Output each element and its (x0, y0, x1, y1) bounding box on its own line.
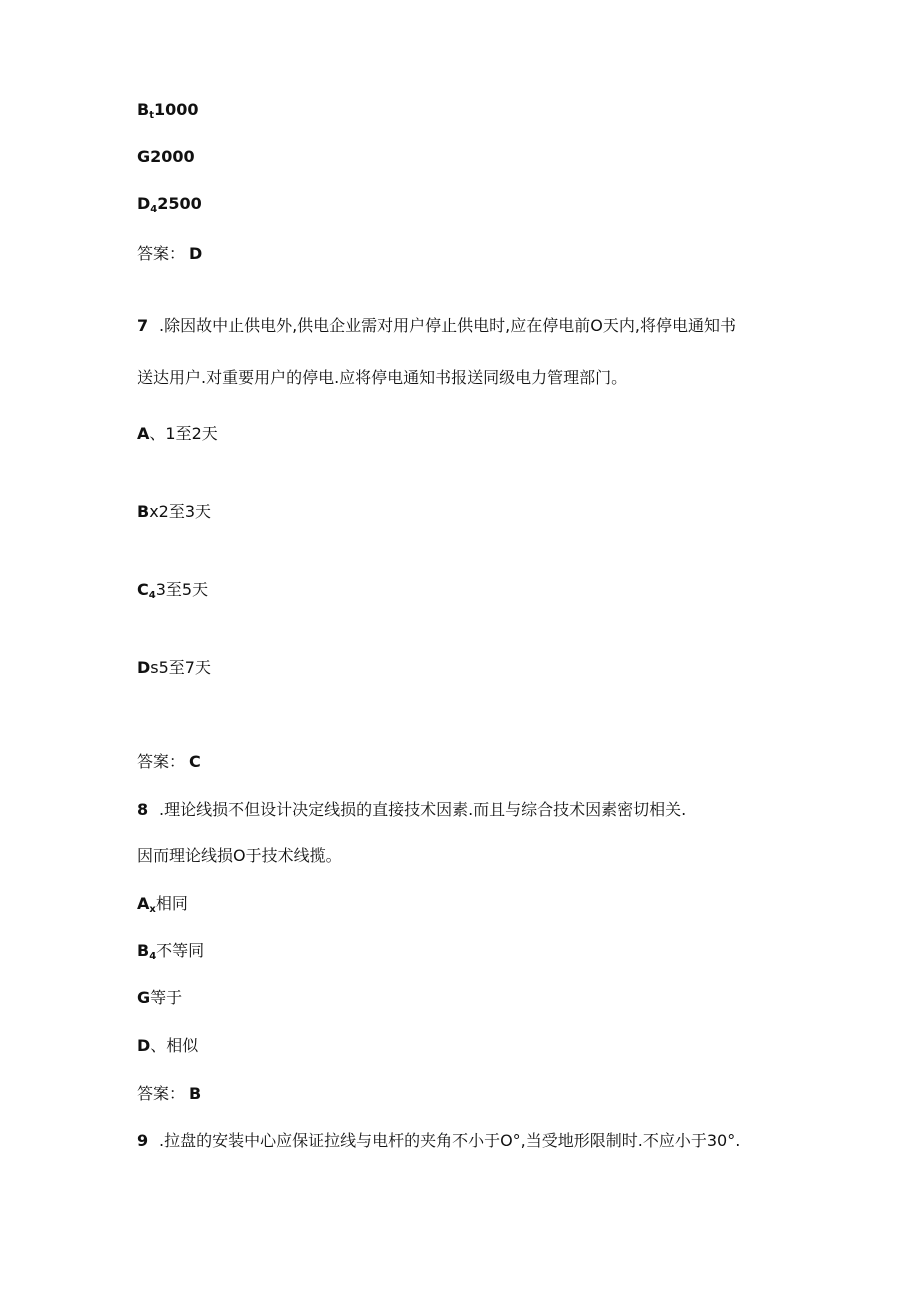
answer-line (137, 1084, 201, 1104)
option-b (137, 941, 204, 967)
answer-line (137, 244, 202, 264)
question-7-line1 (137, 316, 736, 336)
option-letter: G (137, 988, 151, 1007)
question-number: 9 (137, 1131, 149, 1150)
question-text: 因而理论线损O于技术线揽。 (137, 846, 342, 865)
option-text: 不等同 (156, 941, 205, 960)
option-text: 2500 (157, 194, 202, 213)
answer-value: D (189, 244, 203, 263)
option-g (137, 988, 182, 1008)
option-g (137, 147, 195, 167)
answer-label: 答案： (137, 244, 186, 263)
option-letter: D (137, 1036, 151, 1055)
option-text: 等于 (150, 988, 183, 1007)
question-8-line1 (137, 800, 686, 820)
option-a (137, 894, 188, 920)
option-d (137, 194, 202, 220)
question-number: 7 (137, 316, 149, 335)
question-7-line2 (137, 368, 627, 388)
option-letter: G (137, 147, 151, 166)
answer-label: 答案： (137, 1084, 186, 1103)
option-b (137, 502, 211, 522)
option-letter: A (137, 894, 150, 913)
option-d (137, 658, 211, 678)
option-letter: D (137, 194, 151, 213)
option-text: 、1至2天 (149, 424, 218, 443)
option-letter: D (137, 658, 151, 677)
option-text: 相同 (155, 894, 188, 913)
option-b (137, 100, 199, 126)
option-sub: 4 (150, 204, 158, 215)
option-text: 3至5天 (155, 580, 209, 599)
option-letter: A (137, 424, 150, 443)
question-text: .除因故中止供电外,供电企业需对用户停止供电时,应在停电前O天内,将停电通知书 (159, 316, 736, 335)
question-text: 送达用户.对重要用户的停电.应将停电通知书报送同级电力管理部门。 (137, 368, 628, 387)
option-text: s5至7天 (150, 658, 211, 677)
option-sub: x (149, 904, 156, 915)
answer-value: C (189, 752, 201, 771)
option-letter: B (137, 502, 150, 521)
answer-label: 答案： (137, 752, 186, 771)
option-c (137, 580, 208, 606)
option-text: 1000 (153, 100, 199, 119)
option-text: 2000 (150, 147, 195, 166)
option-text: x2至3天 (149, 502, 212, 521)
option-sub: 4 (148, 590, 156, 601)
option-sub: t (149, 110, 154, 121)
question-text: .拉盘的安装中心应保证拉线与电杆的夹角不小于O°,当受地形限制时.不应小于30°. (159, 1131, 741, 1150)
option-text: 、相似 (150, 1036, 199, 1055)
option-letter: B (137, 100, 150, 119)
question-8-line2 (137, 846, 342, 866)
question-text: .理论线损不但设计决定线损的直接技术因素.而且与综合技术因素密切相关. (159, 800, 687, 819)
option-letter: B (137, 941, 150, 960)
option-a (137, 424, 218, 444)
question-9-line1 (137, 1131, 740, 1151)
answer-value: B (189, 1084, 202, 1103)
option-letter: C (137, 580, 149, 599)
question-number: 8 (137, 800, 149, 819)
option-sub: 4 (149, 951, 157, 962)
answer-line (137, 752, 201, 772)
option-d (137, 1036, 198, 1056)
